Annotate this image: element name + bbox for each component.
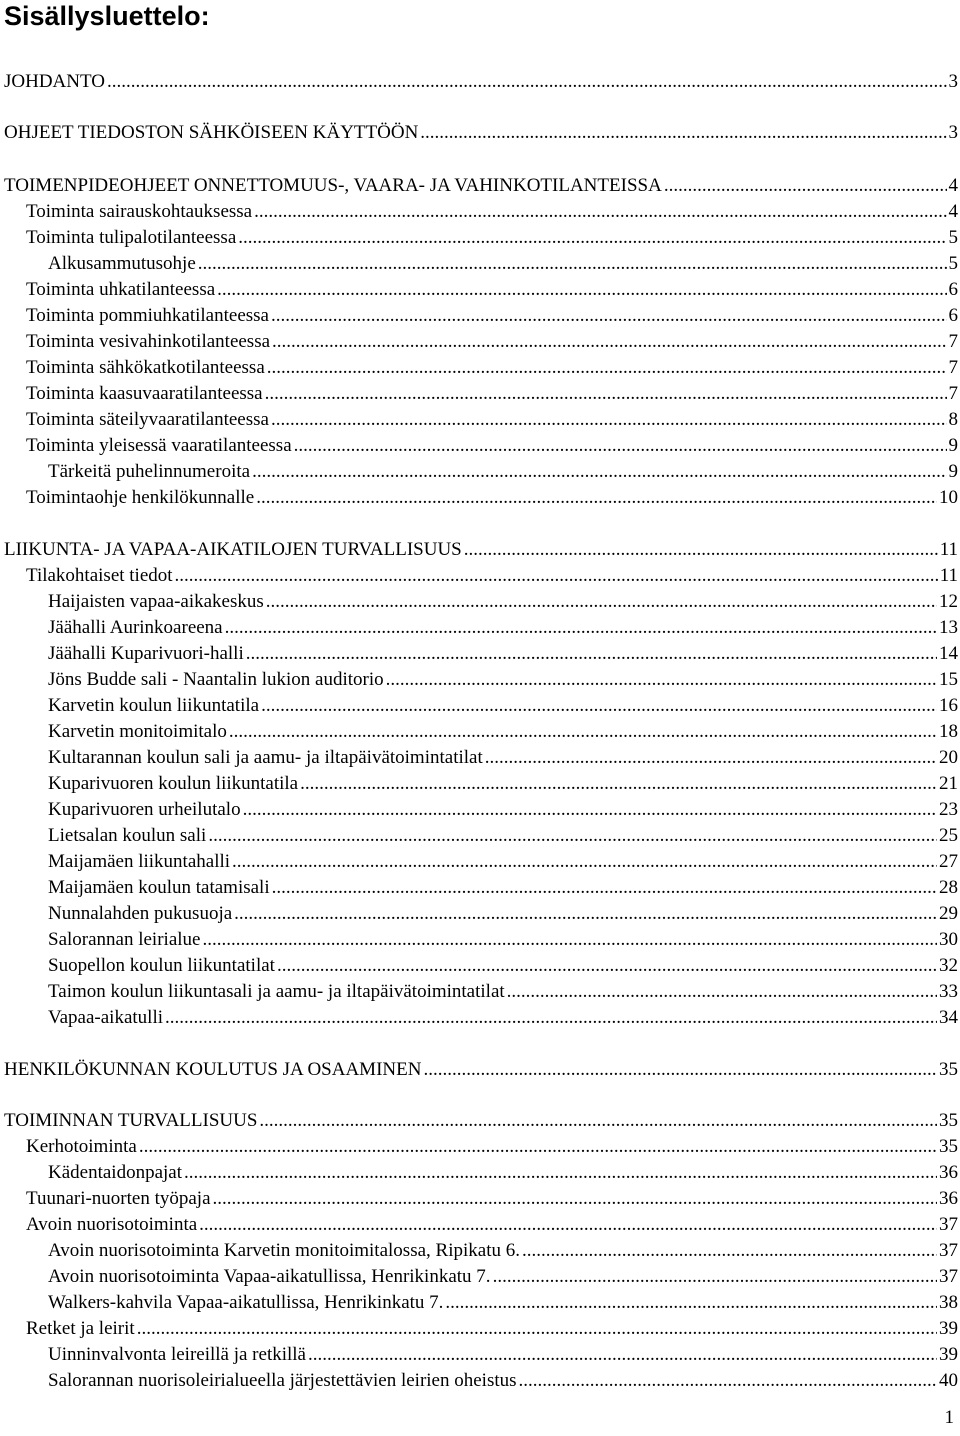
toc-entry[interactable]	[4, 1057, 960, 1083]
toc-entry[interactable]	[4, 69, 960, 95]
toc-dot-leader	[271, 407, 947, 433]
toc-entry-title: Kerhotoiminta	[26, 1136, 137, 1157]
page-title: Sisällysluettelo:	[4, 1, 210, 31]
toc-entry-title: Jäähalli Aurinkoareena	[48, 617, 223, 638]
toc-entry[interactable]	[48, 719, 960, 745]
toc-entry-title: Avoin nuorisotoiminta Karvetin monitoimitalossa, Ripikatu 6.	[48, 1240, 520, 1261]
toc-entry[interactable]	[48, 615, 960, 641]
toc-entry[interactable]	[48, 1264, 960, 1290]
toc-entry-page: 9	[948, 435, 958, 456]
toc-entry-title: Toiminta säteilyvaaratilanteessa	[26, 409, 269, 430]
toc-dot-leader	[519, 1368, 937, 1394]
toc-entry-page: 20	[939, 747, 958, 768]
toc-entry-title: TOIMENPIDEOHJEET ONNETTOMUUS-, VAARA- JA VAHINKOTILANTEISSA	[4, 175, 662, 196]
toc-dot-leader	[266, 589, 937, 615]
toc-entry-page: 15	[939, 669, 958, 690]
toc-dot-leader	[243, 797, 937, 823]
toc-dot-leader	[256, 485, 937, 511]
toc-dot-leader	[175, 563, 938, 589]
toc-entry-title: HENKILÖKUNNAN KOULUTUS JA OSAAMINEN	[4, 1059, 422, 1080]
toc-dot-leader	[308, 1342, 937, 1368]
toc-dot-leader	[267, 355, 947, 381]
toc-entry-page: 16	[939, 695, 958, 716]
toc-entry-page: 11	[939, 565, 958, 586]
toc-entry-title: Tilakohtaiset tiedot	[26, 565, 173, 586]
toc-dot-leader	[199, 1212, 937, 1238]
toc-entry-title: Toiminta sähkökatkotilanteessa	[26, 357, 265, 378]
toc-entry-page: 37	[939, 1266, 958, 1287]
toc-entry[interactable]	[26, 277, 960, 303]
toc-entry-page: 7	[948, 357, 958, 378]
toc-entry[interactable]	[26, 303, 960, 329]
toc-dot-leader	[202, 927, 937, 953]
toc-entry-title: Toiminta vesivahinkotilanteessa	[26, 331, 271, 352]
toc-entry-title: Toiminta yleisessä vaaratilanteessa	[26, 435, 292, 456]
toc-entry-page: 4	[948, 175, 958, 196]
toc-entry-page: 36	[939, 1162, 958, 1183]
toc-entry-title: Toiminta tulipalotilanteessa	[26, 227, 237, 248]
toc-entry-page: 32	[939, 955, 958, 976]
toc-entry-title: Toiminta sairauskohtauksessa	[26, 201, 253, 222]
toc-entry-title: Taimon koulun liikuntasali ja aamu- ja iltapäivätoimintatilat	[48, 981, 505, 1002]
toc-entry[interactable]	[26, 407, 960, 433]
toc-entry[interactable]	[26, 1316, 960, 1342]
toc-entry[interactable]	[26, 381, 960, 407]
toc-dot-leader	[246, 641, 937, 667]
toc-entry-title: Toimintaohje henkilökunnalle	[26, 487, 255, 508]
toc-entry[interactable]	[48, 745, 960, 771]
toc-entry[interactable]	[26, 329, 960, 355]
toc-entry-title: Suopellon koulun liikuntatilat	[48, 955, 275, 976]
toc-entry-title: Retket ja leirit	[26, 1318, 135, 1339]
toc-entry-page: 9	[948, 461, 958, 482]
toc-dot-leader	[272, 875, 937, 901]
toc-dot-leader	[238, 225, 946, 251]
toc-dot-leader	[522, 1238, 937, 1264]
toc-entry[interactable]	[48, 1342, 960, 1368]
toc-dot-leader	[217, 277, 946, 303]
toc-dot-leader	[493, 1264, 937, 1290]
toc-entry[interactable]	[26, 433, 960, 459]
toc-entry-title: Kultarannan koulun sali ja aamu- ja iltapäivätoimintatilat	[48, 747, 483, 768]
toc-entry-title: Toiminta uhkatilanteessa	[26, 279, 216, 300]
toc-entry-page: 37	[939, 1240, 958, 1261]
toc-entry[interactable]	[48, 251, 960, 277]
toc-entry-page: 11	[939, 539, 958, 560]
toc-entry-page: 7	[948, 383, 958, 404]
toc-entry-page: 33	[939, 981, 958, 1002]
toc-entry[interactable]	[48, 927, 960, 953]
toc-entry-page: 25	[939, 825, 958, 846]
toc-entry-title: Walkers-kahvila Vapaa-aikatullissa, Henrikinkatu 7.	[48, 1292, 444, 1313]
toc-entry-title: Kuparivuoren koulun liikuntatila	[48, 773, 299, 794]
toc-entry[interactable]	[4, 1108, 960, 1134]
toc-entry-page: 5	[948, 227, 958, 248]
toc-entry-title: Salorannan nuorisoleirialueella järjestettävien leirien oheistus	[48, 1370, 517, 1391]
toc-entry[interactable]	[48, 589, 960, 615]
toc-entry[interactable]	[48, 1238, 960, 1264]
toc-entry-title: Toiminta pommiuhkatilanteessa	[26, 305, 269, 326]
toc-dot-leader	[272, 329, 946, 355]
toc-entry-page: 34	[939, 1007, 958, 1028]
toc-entry-title: Alkusammutusohje	[48, 253, 196, 274]
toc-dot-leader	[261, 693, 937, 719]
toc-dot-leader	[423, 1057, 937, 1083]
toc-dot-leader	[271, 303, 947, 329]
toc-entry[interactable]	[48, 641, 960, 667]
toc-dot-leader	[232, 849, 937, 875]
toc-dot-leader	[445, 1290, 937, 1316]
toc-entry-page: 21	[939, 773, 958, 794]
toc-entry[interactable]	[26, 1212, 960, 1238]
toc-dot-leader	[265, 381, 947, 407]
toc-entry[interactable]	[48, 979, 960, 1005]
toc-dot-leader	[208, 823, 937, 849]
toc-entry-page: 36	[939, 1188, 958, 1209]
toc-entry-title: Salorannan leirialue	[48, 929, 201, 950]
toc-dot-leader	[225, 615, 937, 641]
toc-entry-title: TOIMINNAN TURVALLISUUS	[4, 1110, 258, 1131]
toc-entry-title: Maijamäen koulun tatamisali	[48, 877, 270, 898]
toc-entry-page: 29	[939, 903, 958, 924]
toc-dot-leader	[139, 1134, 937, 1160]
toc-dot-leader	[485, 745, 937, 771]
toc-dot-leader	[507, 979, 937, 1005]
toc-entry-page: 13	[939, 617, 958, 638]
toc-entry-title: Kädentaidonpajat	[48, 1162, 183, 1183]
toc-entry-title: Tärkeitä puhelinnumeroita	[48, 461, 251, 482]
toc-entry-page: 6	[948, 279, 958, 300]
toc-entry-title: Maijamäen liikuntahalli	[48, 851, 231, 872]
toc-entry-page: 35	[939, 1110, 958, 1131]
toc-entry-page: 39	[939, 1318, 958, 1339]
toc-entry-title: Jäähalli Kuparivuori-halli	[48, 643, 244, 664]
toc-dot-leader	[213, 1186, 937, 1212]
toc-entry[interactable]	[4, 537, 960, 563]
toc-entry[interactable]	[26, 225, 960, 251]
toc-entry-title: LIIKUNTA- JA VAPAA-AIKATILOJEN TURVALLISUUS	[4, 539, 462, 560]
toc-entry-page: 28	[939, 877, 958, 898]
toc-entry-title: Kuparivuoren urheilutalo	[48, 799, 241, 820]
toc-dot-leader	[300, 771, 937, 797]
toc-entry-title: Lietsalan koulun sali	[48, 825, 207, 846]
toc-entry[interactable]	[48, 849, 960, 875]
toc-dot-leader	[184, 1160, 937, 1186]
toc-entry-title: Jöns Budde sali - Naantalin lukion auditorio	[48, 669, 384, 690]
toc-entry[interactable]	[26, 485, 960, 511]
toc-entry[interactable]	[48, 693, 960, 719]
toc-entry-page: 35	[939, 1136, 958, 1157]
toc-entry[interactable]	[48, 797, 960, 823]
page-number: 1	[944, 1407, 954, 1428]
toc-entry-page: 7	[948, 331, 958, 352]
toc-entry[interactable]	[48, 667, 960, 693]
toc-entry[interactable]	[48, 953, 960, 979]
toc-dot-leader	[252, 459, 946, 485]
toc-dot-leader	[107, 69, 947, 95]
toc-entry-title: Toiminta kaasuvaaratilanteessa	[26, 383, 263, 404]
toc-entry[interactable]	[26, 355, 960, 381]
toc-entry[interactable]	[48, 1290, 960, 1316]
toc-entry-page: 35	[939, 1059, 958, 1080]
toc-entry-title: Avoin nuorisotoiminta	[26, 1214, 198, 1235]
toc-dot-leader	[259, 1108, 937, 1134]
toc-dot-leader	[386, 667, 937, 693]
toc-entry-page: 30	[939, 929, 958, 950]
toc-entry-title: OHJEET TIEDOSTON SÄHKÖISEEN KÄYTTÖÖN	[4, 122, 419, 143]
toc-entry[interactable]	[4, 120, 960, 146]
toc-entry-page: 18	[939, 721, 958, 742]
toc-entry-title: JOHDANTO	[4, 71, 105, 92]
toc-entry-title: Nunnalahden pukusuoja	[48, 903, 233, 924]
toc-entry-page: 3	[948, 122, 958, 143]
toc-entry-page: 40	[939, 1370, 958, 1391]
toc-entry-page: 6	[948, 305, 958, 326]
toc-entry-page: 10	[939, 487, 958, 508]
toc-entry[interactable]	[48, 771, 960, 797]
toc-entry-page: 3	[948, 71, 958, 92]
toc-dot-leader	[464, 537, 938, 563]
toc-dot-leader	[277, 953, 937, 979]
toc-entry-page: 5	[948, 253, 958, 274]
toc-dot-leader	[229, 719, 937, 745]
toc-entry[interactable]	[26, 563, 960, 589]
toc-entry-page: 23	[939, 799, 958, 820]
toc-entry[interactable]	[48, 823, 960, 849]
toc-dot-leader	[165, 1005, 937, 1031]
toc-entry[interactable]	[48, 901, 960, 927]
toc-entry[interactable]	[26, 1134, 960, 1160]
toc-entry-title: Karvetin monitoimitalo	[48, 721, 227, 742]
toc-entry-page: 38	[939, 1292, 958, 1313]
toc-entry-title: Tuunari-nuorten työpaja	[26, 1188, 211, 1209]
toc-dot-leader	[664, 173, 947, 199]
toc-entry[interactable]	[4, 173, 960, 199]
toc-entry-title: Uinninvalvonta leireillä ja retkillä	[48, 1344, 306, 1365]
toc-dot-leader	[420, 120, 946, 146]
toc-entry[interactable]	[48, 1160, 960, 1186]
toc-entry-title: Vapaa-aikatulli	[48, 1007, 164, 1028]
toc-entry-page: 37	[939, 1214, 958, 1235]
toc-entry-title: Karvetin koulun liikuntatila	[48, 695, 260, 716]
toc-entry-title: Avoin nuorisotoiminta Vapaa-aikatullissa, Henrikinkatu 7.	[48, 1266, 491, 1287]
toc-entry-page: 39	[939, 1344, 958, 1365]
toc-entry[interactable]	[48, 459, 960, 485]
toc-entry-title: Haijaisten vapaa-aikakeskus	[48, 591, 264, 612]
toc-dot-leader	[234, 901, 937, 927]
toc-entry[interactable]	[26, 1186, 960, 1212]
toc-entry[interactable]	[48, 1368, 960, 1394]
toc-dot-leader	[137, 1316, 937, 1342]
toc-entry-page: 27	[939, 851, 958, 872]
toc-entry-page: 12	[939, 591, 958, 612]
toc-dot-leader	[254, 199, 946, 225]
toc-entry[interactable]	[48, 875, 960, 901]
toc-entry[interactable]	[48, 1005, 960, 1031]
toc-dot-leader	[294, 433, 947, 459]
toc-entry-page: 14	[939, 643, 958, 664]
toc-entry[interactable]	[26, 199, 960, 225]
toc-entry-page: 4	[948, 201, 958, 222]
toc-entry-page: 8	[948, 409, 958, 430]
toc-dot-leader	[198, 251, 947, 277]
